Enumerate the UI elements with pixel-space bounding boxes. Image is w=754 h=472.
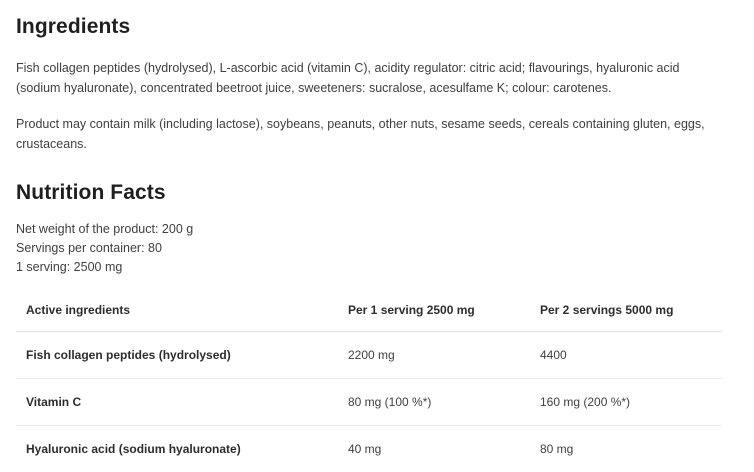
column-header-active-ingredients: Active ingredients bbox=[16, 291, 338, 332]
cell-per-two-servings: 160 mg (200 %*) bbox=[530, 379, 722, 426]
table-row bbox=[16, 332, 722, 379]
allergen-warning-text: Product may contain milk (including lactose), soybeans, peanuts, other nuts, sesame seeds, cereals containing gluten, eggs, crustaceans. bbox=[16, 117, 705, 151]
table-header-row bbox=[16, 291, 722, 332]
serving-size-text: 1 serving: 2500 mg bbox=[16, 260, 123, 274]
cell-ingredient-name: Fish collagen peptides (hydrolysed) bbox=[16, 332, 338, 379]
ingredients-list-text: Fish collagen peptides (hydrolysed), L-ascorbic acid (vitamin C), acidity regulator: citric acid; flavourings, hyaluronic acid (sodium hyaluronate), concentrated beetroot juice, sweeteners: sucralose, acesulfame K; colour: carotenes. bbox=[16, 61, 680, 95]
cell-per-two-servings: 4400 bbox=[530, 332, 722, 379]
serving-info-block bbox=[16, 220, 738, 277]
cell-per-serving: 40 mg bbox=[348, 442, 382, 456]
table-row bbox=[16, 426, 722, 472]
servings-per-container-text: Servings per container: 80 bbox=[16, 241, 162, 255]
cell-per-serving: 2200 mg bbox=[338, 332, 530, 379]
column-header-per-serving: Per 1 serving 2500 mg bbox=[338, 291, 530, 332]
ingredients-heading: Ingredients bbox=[16, 15, 131, 38]
cell-per-serving: 80 mg (100 %*) bbox=[338, 379, 530, 426]
net-weight-text: Net weight of the product: 200 g bbox=[16, 222, 194, 236]
column-header-per-two-servings: Per 2 servings 5000 mg bbox=[530, 291, 722, 332]
cell-ingredient-name: Hyaluronic acid (sodium hyaluronate) bbox=[26, 442, 241, 456]
nutrition-table bbox=[16, 291, 722, 472]
nutrition-facts-heading: Nutrition Facts bbox=[16, 181, 166, 204]
cell-ingredient-name: Vitamin C bbox=[16, 379, 338, 426]
table-row bbox=[16, 379, 722, 426]
cell-per-two-servings: 80 mg bbox=[540, 442, 574, 456]
